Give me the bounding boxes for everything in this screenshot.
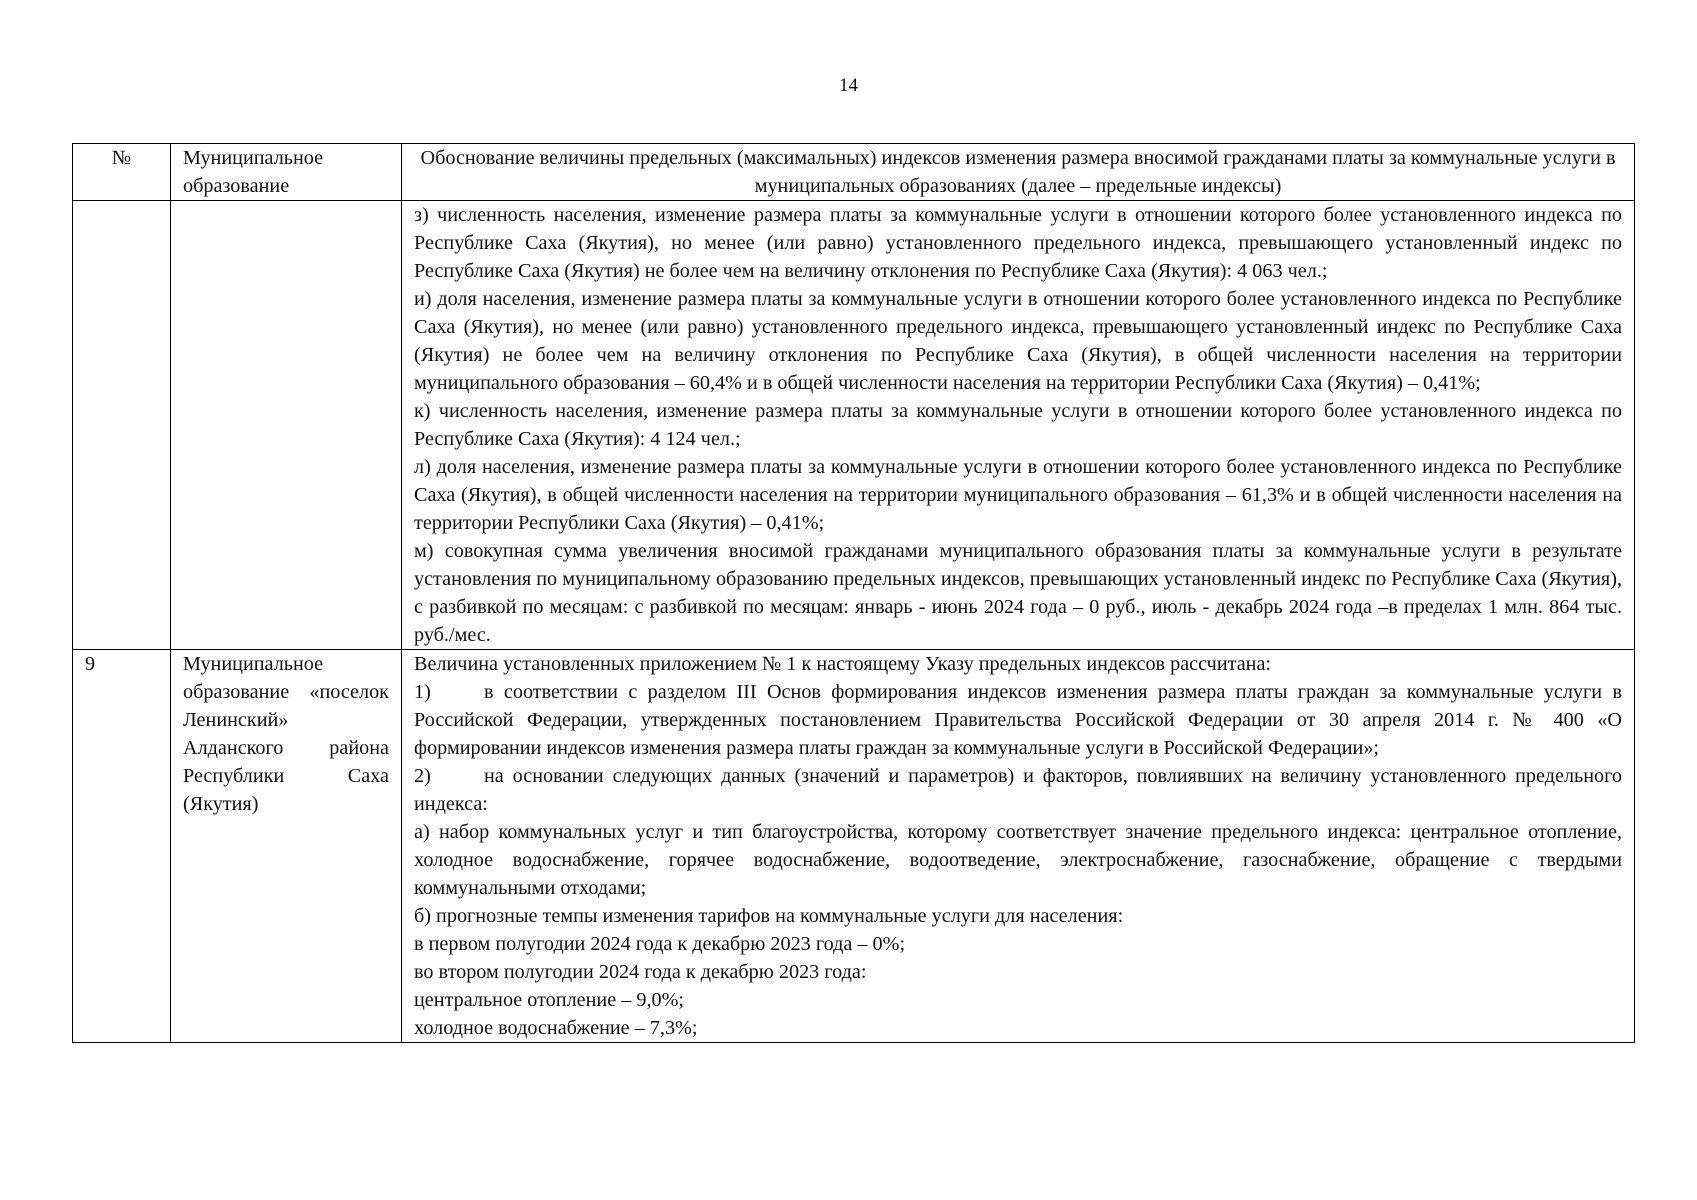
- numbered-item-2: [414, 762, 1622, 818]
- header-municipality: Муниципальное образование: [171, 144, 402, 201]
- header-number: №: [73, 144, 171, 201]
- paragraph-z: з) численность населения, изменение размера платы за коммунальные услуги в отношении которого более установленного индекса по Республике Саха (Якутия), но менее (или равно) установленного предельного индекса, превышающего установленный индекс по Республике Саха (Якутия) не более чем на величину отклонения по Республике Саха (Якутия): 4 063 чел.;: [414, 204, 1622, 282]
- item-number: 2): [414, 765, 431, 787]
- table-row: [73, 650, 1635, 1043]
- item-number: 1): [414, 681, 431, 703]
- row-justification-cell: [402, 201, 1635, 650]
- item-text: на основании следующих данных (значений и параметров) и факторов, повлиявших на величину установленного предельного индекса:: [414, 765, 1622, 815]
- line-cold-water: холодное водоснабжение – 7,3%;: [414, 1017, 698, 1039]
- numbered-item-1: [414, 678, 1622, 762]
- line-first-half: в первом полугодии 2024 года к декабрю 2023 года – 0%;: [414, 933, 906, 955]
- row-number-cell: 9: [73, 650, 171, 1043]
- table-row: [73, 201, 1635, 650]
- row-justification-cell: [402, 650, 1635, 1043]
- header-justification: Обоснование величины предельных (максимальных) индексов изменения размера вносимой гражданами платы за коммунальные услуги в муниципальных образованиях (далее – предельные индексы): [402, 144, 1635, 201]
- paragraph-l: л) доля населения, изменение размера платы за коммунальные услуги в отношении которого более установленного индекса по Республике Саха (Якутия), в общей численности населения на территории муниципального образования – 61,3% и в общей численности населения на территории Республики Саха (Якутия) – 0,41%;: [414, 456, 1622, 534]
- paragraph-b: б) прогнозные темпы изменения тарифов на коммунальные услуги для населения:: [414, 905, 1124, 927]
- table-header-row: [73, 144, 1635, 201]
- paragraph-i: и) доля населения, изменение размера платы за коммунальные услуги в отношении которого более установленного индекса по Республике Саха (Якутия), но менее (или равно) установленного предельного индекса, превышающего установленный индекс по Республике Саха (Якутия) не более чем на величину отклонения по Республике Саха (Якутия), в общей численности населения на территории муниципального образования – 60,4% и в общей численности населения на территории Республики Саха (Якутия) – 0,41%;: [414, 288, 1622, 394]
- paragraph-a: а) набор коммунальных услуг и тип благоустройства, которому соответствует значение предельного индекса: центральное отопление, холодное водоснабжение, горячее водоснабжение, водоотведение, электроснабжение, газоснабжение, обращение с твердыми коммунальными отходами;: [414, 821, 1622, 899]
- row-municipality-cell: [171, 201, 402, 650]
- row-number-cell: [73, 201, 171, 650]
- page-number: 14: [839, 75, 858, 96]
- line-second-half: во втором полугодии 2024 года к декабрю 2023 года:: [414, 961, 867, 983]
- paragraph-m: м) совокупная сумма увеличения вносимой гражданами муниципального образования платы за коммунальные услуги в результате установления по муниципальному образованию предельных индексов, превышающих установленный индекс по Республике Саха (Якутия), с разбивкой по месяцам: с разбивкой по месяцам: январь - июнь 2024 года – 0 руб., июль - декабрь 2024 года –в пределах 1 млн. 864 тыс. руб./мес.: [414, 540, 1622, 646]
- paragraph-k: к) численность населения, изменение размера платы за коммунальные услуги в отношении которого более установленного индекса по Республике Саха (Якутия): 4 124 чел.;: [414, 400, 1622, 450]
- row-municipality-cell: [171, 650, 402, 1043]
- item-text: в соответствии с разделом III Основ формирования индексов изменения размера платы граждан за коммунальные услуги в Российской Федерации, утвержденных постановлением Правительства Российской Федерации от 30 апреля 2014 г. № 400 «О формировании индексов изменения размера платы граждан за коммунальные услуги в Российской Федерации»;: [414, 681, 1622, 759]
- paragraph-intro: Величина установленных приложением № 1 к настоящему Указу предельных индексов рассчитана:: [414, 653, 1272, 675]
- municipality-name: Муниципальное образование «поселок Ленинский» Алданского района Республики Саха (Якутия): [183, 653, 389, 815]
- justification-table: [72, 143, 1635, 1043]
- line-heating: центральное отопление – 9,0%;: [414, 989, 685, 1011]
